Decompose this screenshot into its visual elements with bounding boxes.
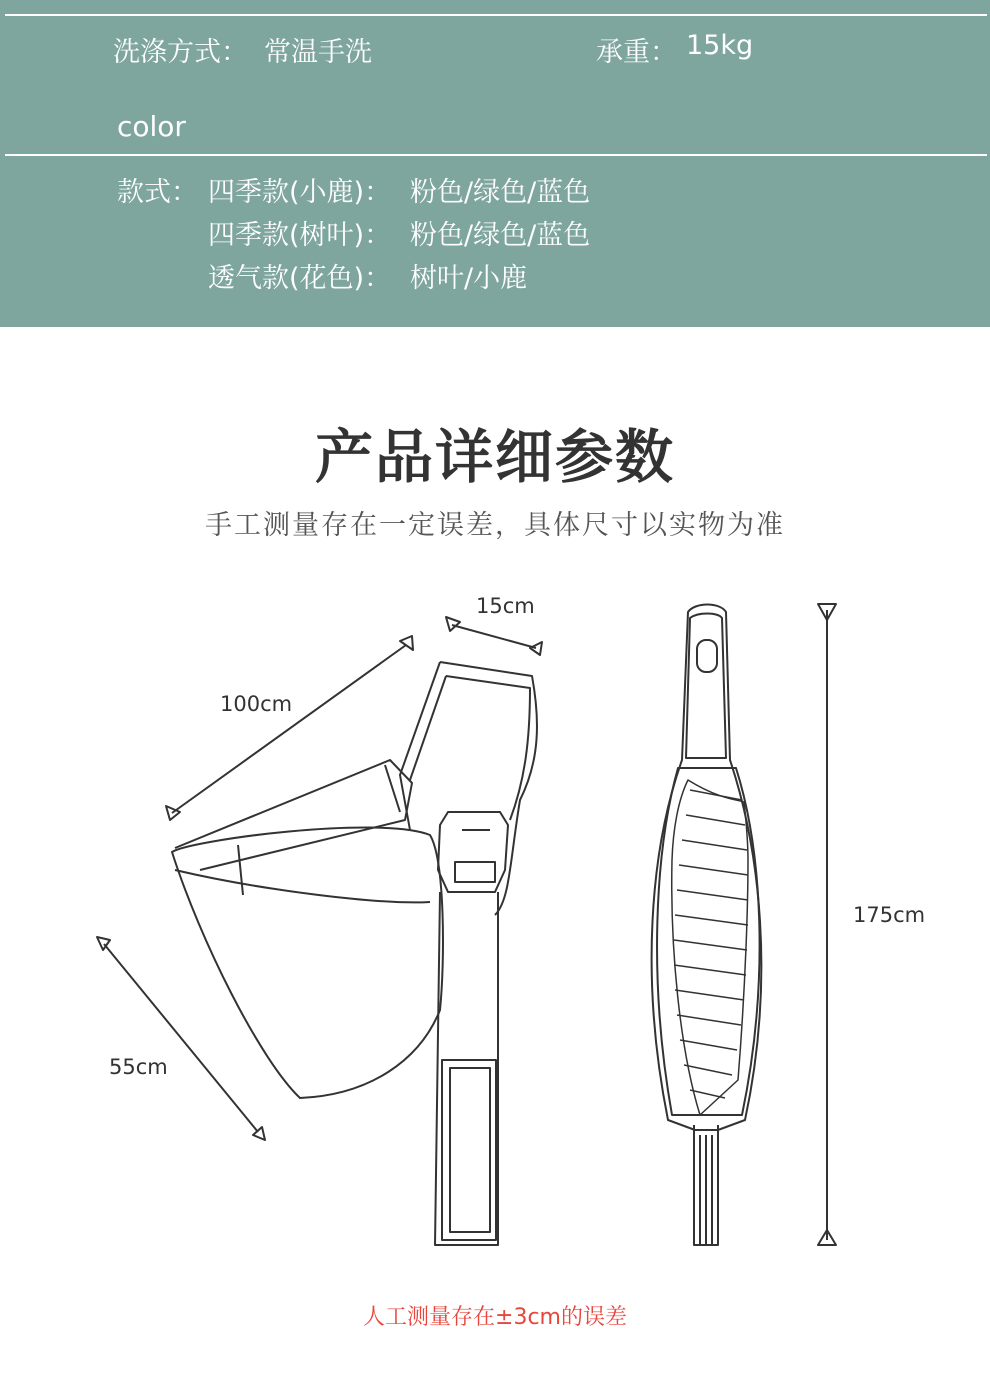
style-colors: 粉色/绿色/蓝色 [410, 220, 591, 251]
details-subtitle: 手工测量存在一定误差，具体尺寸以实物为准 [205, 510, 785, 541]
style-name: 透气款(花色)： [208, 263, 392, 294]
style-name: 四季款(树叶)： [208, 220, 392, 251]
color-heading: color [117, 110, 186, 143]
total-length-dimension [818, 604, 836, 1245]
sling-side-view [172, 662, 537, 1245]
strap-length-label: 100cm [220, 692, 293, 716]
measurement-note: 人工测量存在±3cm的误差 [363, 1305, 627, 1330]
strap-length-dimension [166, 636, 413, 820]
total-length-label: 175cm [853, 903, 926, 927]
washing-label: 洗涤方式： [113, 37, 248, 68]
style-label: 款式： [117, 177, 198, 208]
sling-flat-view [652, 605, 762, 1246]
style-colors: 粉色/绿色/蓝色 [410, 177, 591, 208]
pouch-depth-dimension [97, 937, 265, 1140]
style-name: 四季款(小鹿)： [208, 177, 392, 208]
load-value: 15kg [686, 30, 754, 61]
pouch-depth-label: 55cm [109, 1055, 168, 1079]
washing-value: 常温手洗 [264, 37, 372, 68]
load-label: 承重： [596, 37, 677, 68]
style-colors: 树叶/小鹿 [410, 263, 528, 294]
strap-width-dimension [446, 617, 542, 655]
details-title: 产品详细参数 [314, 423, 675, 491]
strap-width-label: 15cm [476, 594, 535, 618]
